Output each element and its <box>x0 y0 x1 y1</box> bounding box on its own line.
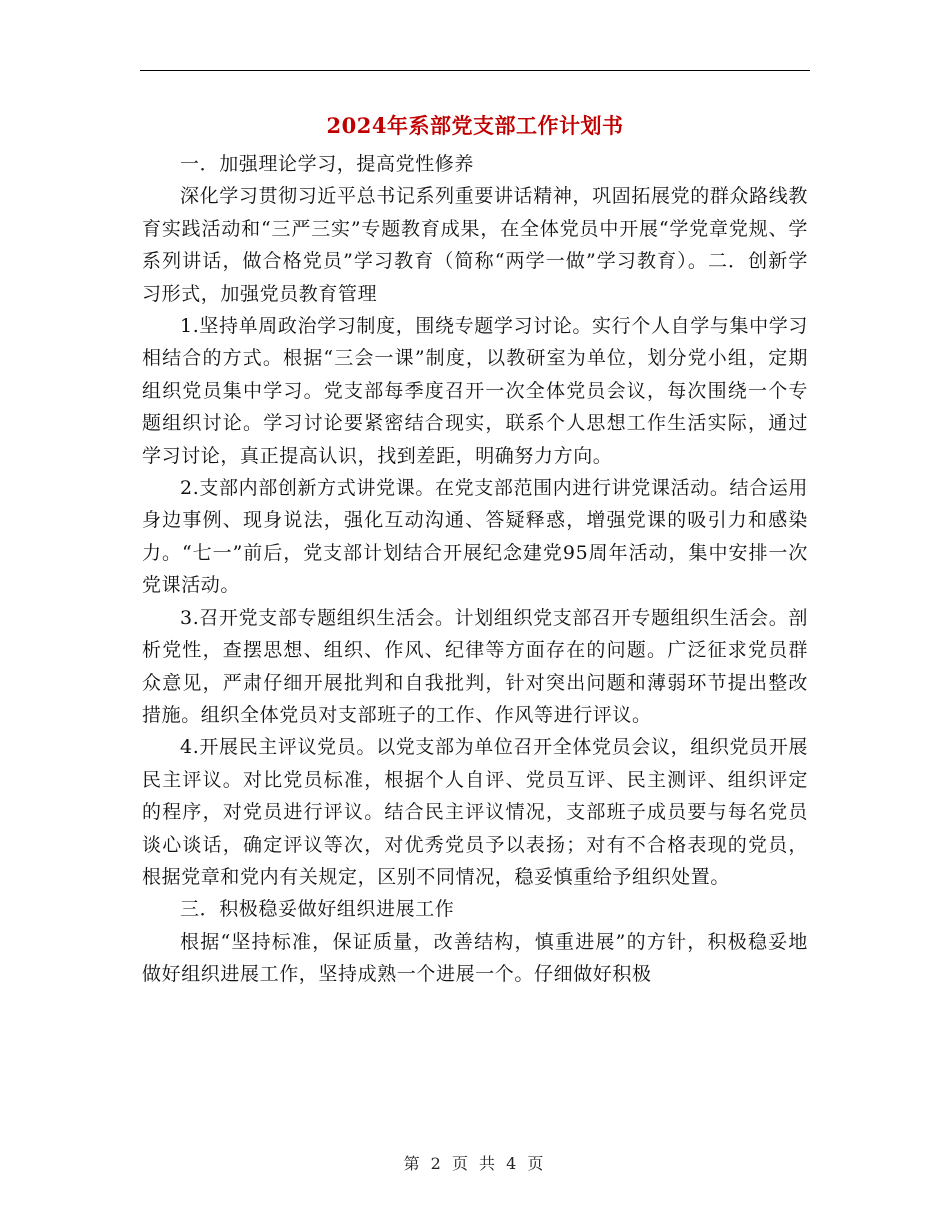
page-number: 第 2 页 共 4 页 <box>403 1154 547 1173</box>
document-title: 2024年系部党支部工作计划书 <box>326 113 624 138</box>
paragraph-item-4: 4.开展民主评议党员。以党支部为单位召开全体党员会议，组织党员开展民主评议。对比党员标准，根据个人自评、党员互评、民主测评、组织评定的程序，对党员进行评议。结合民主评议情况，支部班子成员要与每名党员谈心谈话，确定评议等次，对优秀党员予以表扬；对有不合格表现的党员，根据党章和党内有关规定，区别不同情况，稳妥慎重给予组织处置。 <box>142 736 808 888</box>
section-heading-1: 一．加强理论学习，提高党性修养 <box>180 153 475 175</box>
document-body <box>142 108 808 991</box>
paragraph-item-2: 2.支部内部创新方式讲党课。在党支部范围内进行讲党课活动。结合运用身边事例、现身说法，强化互动沟通、答疑释惑，增强党课的吸引力和感染力。“七一”前后，党支部计划结合开展纪念建党95周年活动，集中安排一次党课活动。 <box>142 477 808 597</box>
paragraph-item-3: 3.召开党支部专题组织生活会。计划组织党支部召开专题组织生活会。剖析党性，查摆思想、组织、作风、纪律等方面存在的问题。广泛征求党员群众意见，严肃仔细开展批判和自我批判，针对突出问题和薄弱环节提出整改措施。组织全体党员对支部班子的工作、作风等进行评议。 <box>142 606 808 726</box>
header-rule <box>140 70 810 71</box>
paragraph-section-3: 根据“坚持标准，保证质量，改善结构，慎重进展”的方针，积极稳妥地做好组织进展工作，坚持成熟一个进展一个。仔细做好积极 <box>142 930 808 986</box>
paragraph-item-1: 1.坚持单周政治学习制度，围绕专题学习讨论。实行个人自学与集中学习相结合的方式。根据“三会一课”制度，以教研室为单位，划分党小组，定期组织党员集中学习。党支部每季度召开一次全体党员会议，每次围绕一个专题组织讨论。学习讨论要紧密结合现实，联系个人思想工作生活实际，通过学习讨论，真正提高认识，找到差距，明确努力方向。 <box>142 315 808 467</box>
paragraph-intro: 深化学习贯彻习近平总书记系列重要讲话精神，巩固拓展党的群众路线教育实践活动和“三严三实”专题教育成果，在全体党员中开展“学党章党规、学系列讲话，做合格党员”学习教育（简称“两学一做”学习教育）。二．创新学习形式，加强党员教育管理 <box>142 185 808 305</box>
section-heading-3: 三．积极稳妥做好组织进展工作 <box>180 898 455 921</box>
